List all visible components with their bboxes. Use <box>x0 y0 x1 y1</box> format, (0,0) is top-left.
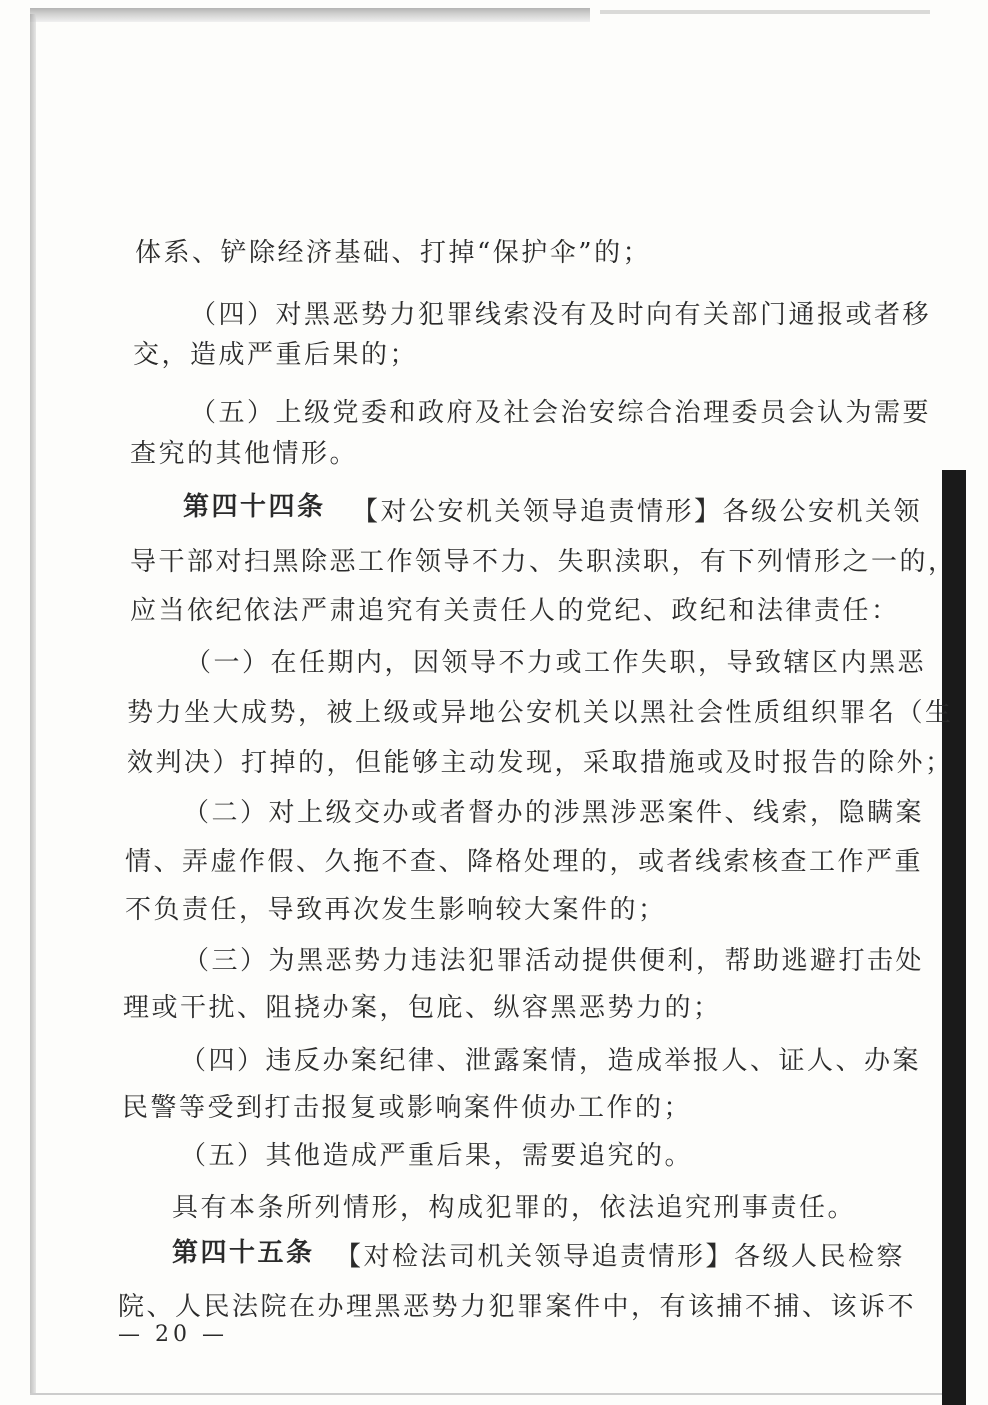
scan-right-shadow <box>942 470 966 1405</box>
text-line: （二）对上级交办或者督办的涉黑涉恶案件、线索，隐瞒案 <box>183 798 925 828</box>
text-line: 导干部对扫黑除恶工作领导不力、失职渎职，有下列情形之一的， <box>130 547 957 577</box>
text-line: （五）上级党委和政府及社会治安综合治理委员会认为需要 <box>190 398 932 428</box>
text-line: 情、弄虚作假、久拖不查、降格处理的，或者线索核查工作严重 <box>125 847 924 877</box>
text-line: （五）其他造成严重后果，需要追究的。 <box>180 1141 694 1171</box>
scan-top-edge <box>30 8 590 22</box>
text-line: 交，造成严重后果的； <box>133 340 419 370</box>
text-line: 具有本条所列情形，构成犯罪的，依法追究刑事责任。 <box>172 1193 857 1223</box>
text-line: 效判决）打掉的，但能够主动发现，采取措施或及时报告的除外； <box>127 748 954 778</box>
text-line: 民警等受到打击报复或影响案件侦办工作的； <box>122 1093 693 1123</box>
text-line: （四）违反办案纪律、泄露案情，造成举报人、证人、办案 <box>180 1046 922 1076</box>
article-44-title: 【对公安机关领导追责情形】各级公安机关领 <box>352 497 923 527</box>
text-line: 体系、铲除经济基础、打掉“保护伞”的； <box>135 238 652 268</box>
scan-left-edge <box>30 14 36 1394</box>
text-line: 理或干扰、阻挠办案，包庇、纵容黑恶势力的； <box>123 993 722 1023</box>
page-number: — 20 — <box>118 1322 228 1347</box>
scan-bottom-edge <box>30 1393 942 1395</box>
article-45-heading: 第四十五条 <box>172 1238 315 1268</box>
text-line: 势力坐大成势，被上级或异地公安机关以黑社会性质组织罪名（生 <box>127 698 954 728</box>
text-line: （三）为黑恶势力违法犯罪活动提供便利，帮助逃避打击处 <box>183 946 925 976</box>
article-45-title: 【对检法司机关领导追责情形】各级人民检察 <box>335 1242 906 1272</box>
text-line: 不负责任，导致再次发生影响较大案件的； <box>125 895 667 925</box>
text-line: （一）在任期内，因领导不力或工作失职，导致辖区内黑恶 <box>185 648 927 678</box>
scan-top-edge-right <box>600 10 930 14</box>
text-line: 应当依纪依法严肃追究有关责任人的党纪、政纪和法律责任： <box>130 596 900 626</box>
text-line: 查究的其他情形。 <box>130 439 359 469</box>
text-line: （四）对黑恶势力犯罪线索没有及时向有关部门通报或者移 <box>190 300 932 330</box>
article-44-heading: 第四十四条 <box>183 492 326 522</box>
text-line: 院、人民法院在办理黑恶势力犯罪案件中，有该捕不捕、该诉不 <box>118 1292 917 1322</box>
